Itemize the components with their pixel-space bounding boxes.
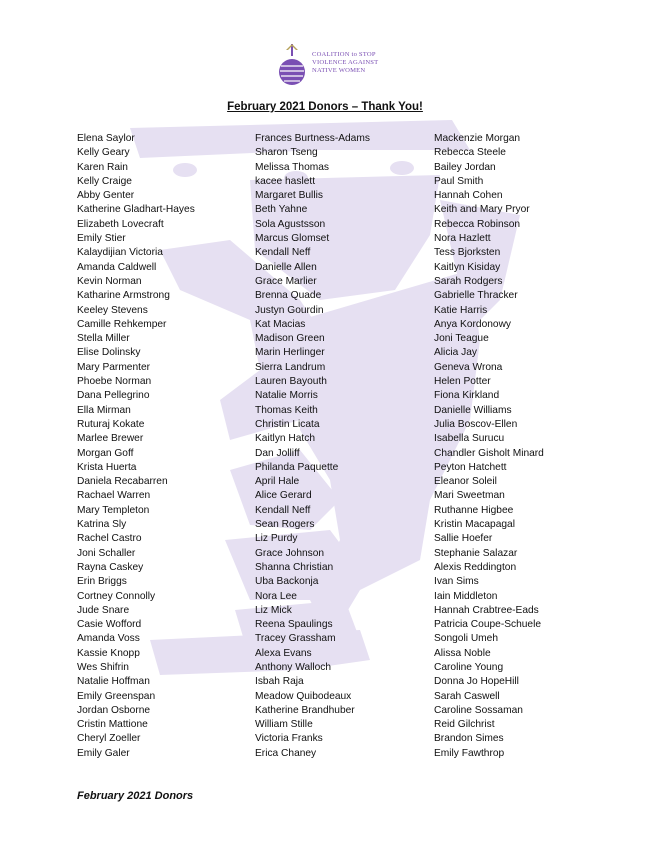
- donor-name: Melissa Thomas: [255, 161, 329, 173]
- donor-name: Kalaydijian Victoria: [77, 247, 163, 259]
- donor-name: Victoria Franks: [255, 733, 323, 745]
- donor-name: Katherine Gladhart-Hayes: [77, 204, 195, 216]
- donor-name: Helen Potter: [434, 376, 491, 388]
- donor-name: Fiona Kirkland: [434, 390, 500, 402]
- donor-name: Katie Harris: [434, 304, 488, 316]
- donor-name: Joni Schaller: [77, 547, 136, 559]
- donor-name: Liz Mick: [255, 604, 292, 616]
- donor-name: Nora Hazlett: [434, 233, 491, 245]
- donor-name: April Hale: [255, 476, 300, 488]
- donor-name: Caroline Young: [434, 661, 504, 673]
- donor-name: Katrina Sly: [77, 519, 127, 531]
- donor-name: kacee haslett: [255, 175, 316, 187]
- donor-name: Kendall Neff: [255, 504, 311, 516]
- donor-name: Natalie Hoffman: [77, 676, 150, 688]
- donor-name: Phoebe Norman: [77, 376, 152, 388]
- donor-name: Meadow Quibodeaux: [255, 690, 352, 702]
- donor-name: Uba Backonja: [255, 576, 319, 588]
- donor-name: Keith and Mary Pryor: [434, 204, 530, 216]
- donor-name: Ruturaj Kokate: [77, 418, 145, 430]
- donor-name: Kelly Geary: [77, 147, 130, 159]
- donor-name: Abby Genter: [77, 190, 135, 202]
- donor-name: Jude Snare: [77, 604, 130, 616]
- donor-name: Cortney Connolly: [77, 590, 156, 602]
- logo-text: [312, 51, 378, 76]
- donor-name: Songoli Umeh: [434, 633, 498, 645]
- donor-name: Emily Fawthrop: [434, 747, 505, 759]
- donor-name: Bailey Jordan: [434, 161, 496, 173]
- donor-name: Marin Herlinger: [255, 347, 325, 359]
- donor-name: Casie Wofford: [77, 619, 142, 631]
- donor-name: Danielle Williams: [434, 404, 512, 416]
- donor-name: Peyton Hatchett: [434, 461, 507, 473]
- donor-column-3: [434, 132, 544, 761]
- donor-name: Sallie Hoefer: [434, 533, 493, 545]
- donor-name: Kristin Macapagal: [434, 519, 515, 531]
- donor-name: Emily Stier: [77, 233, 126, 245]
- donor-name: Reena Spaulings: [255, 619, 333, 631]
- page-footer: February 2021 Donors: [77, 790, 194, 802]
- donor-name: Tracey Grassham: [255, 633, 336, 645]
- donor-name: Sharon Tseng: [255, 147, 318, 159]
- donor-name: Daniela Recabarren: [77, 476, 168, 488]
- donor-name: Beth Yahne: [255, 204, 308, 216]
- donor-name: Amanda Caldwell: [77, 261, 157, 273]
- donor-name: Morgan Goff: [77, 447, 134, 459]
- donor-column-1: [77, 132, 195, 761]
- donor-name: Grace Johnson: [255, 547, 325, 559]
- donor-name: Geneva Wrona: [434, 361, 503, 373]
- donor-name: Ivan Sims: [434, 576, 479, 588]
- donor-name: Erin Briggs: [77, 576, 127, 588]
- coalition-logo: [276, 42, 406, 90]
- donor-name: Sarah Rodgers: [434, 275, 503, 287]
- donor-name: Elise Dolinsky: [77, 347, 141, 359]
- donor-name: Paul Smith: [434, 175, 484, 187]
- donor-name: Margaret Bullis: [255, 190, 323, 202]
- donor-name: Thomas Keith: [255, 404, 318, 416]
- logo-line: NATIVE WOMEN: [312, 67, 366, 75]
- logo-line: VIOLENCE AGAINST: [312, 59, 379, 67]
- donor-name: Emily Galer: [77, 747, 130, 759]
- donor-name: Liz Purdy: [255, 533, 298, 545]
- donor-name: Alissa Noble: [434, 647, 491, 659]
- donor-name: Danielle Allen: [255, 261, 317, 273]
- donor-name: Nora Lee: [255, 590, 297, 602]
- donor-name: Dana Pellegrino: [77, 390, 150, 402]
- donor-name: Gabrielle Thracker: [434, 290, 518, 302]
- donor-name: Dan Jolliff: [255, 447, 300, 459]
- donor-name: Mari Sweetman: [434, 490, 505, 502]
- donor-name: Rayna Caskey: [77, 561, 144, 573]
- donor-name: Brandon Simes: [434, 733, 504, 745]
- donor-name: Sarah Caswell: [434, 690, 500, 702]
- donor-name: Keeley Stevens: [77, 304, 148, 316]
- logo-line: COALITION to STOP: [312, 51, 376, 58]
- donor-name: Reid Gilchrist: [434, 719, 495, 731]
- donor-name: Caroline Sossaman: [434, 704, 523, 716]
- donor-name: William Stille: [255, 719, 313, 731]
- donor-name: Joni Teague: [434, 333, 489, 345]
- donor-name: Wes Shifrin: [77, 661, 129, 673]
- donor-name: Isbah Raja: [255, 676, 304, 688]
- donor-name: Anthony Walloch: [255, 661, 332, 673]
- donor-name: Christin Licata: [255, 418, 320, 430]
- donor-name: Kevin Norman: [77, 275, 142, 287]
- donor-name: Rebecca Steele: [434, 147, 506, 159]
- donor-name: Brenna Quade: [255, 290, 322, 302]
- donor-name: Eleanor Soleil: [434, 476, 497, 488]
- donor-name: Karen Rain: [77, 161, 128, 173]
- donor-name: Rachael Warren: [77, 490, 151, 502]
- donor-name: Julia Boscov-Ellen: [434, 418, 518, 430]
- donor-name: Camille Rehkemper: [77, 318, 167, 330]
- donor-name: Chandler Gisholt Minard: [434, 447, 544, 459]
- donor-name: Rachel Castro: [77, 533, 142, 545]
- donor-name: Hannah Crabtree-Eads: [434, 604, 539, 616]
- donor-name: Marlee Brewer: [77, 433, 144, 445]
- donor-name: Kendall Neff: [255, 247, 311, 259]
- donor-name: Madison Green: [255, 333, 325, 345]
- donor-name: Elena Saylor: [77, 133, 135, 144]
- donor-name: Erica Chaney: [255, 747, 317, 759]
- donor-name: Alexa Evans: [255, 647, 312, 659]
- page-title: February 2021 Donors – Thank You!: [227, 101, 423, 113]
- donor-name: Grace Marlier: [255, 275, 317, 287]
- donor-name: Mary Templeton: [77, 504, 150, 516]
- donor-name: Ruthanne Higbee: [434, 504, 514, 516]
- donor-name: Mary Parmenter: [77, 361, 151, 373]
- donor-name: Jordan Osborne: [77, 704, 151, 716]
- donor-name: Kat Macias: [255, 318, 306, 330]
- donor-name: Alicia Jay: [434, 347, 478, 359]
- donor-name: Cheryl Zoeller: [77, 733, 141, 745]
- donor-name: Ella Mirman: [77, 404, 131, 416]
- coalition-logo-icon: [276, 42, 308, 90]
- donor-name: Sola Agustsson: [255, 218, 326, 230]
- donor-name: Kaitlyn Kisiday: [434, 261, 501, 273]
- donor-name: Alice Gerard: [255, 490, 312, 502]
- donor-name: Kassie Knopp: [77, 647, 140, 659]
- donor-name: Elizabeth Lovecraft: [77, 218, 164, 230]
- donor-name: Tess Bjorksten: [434, 247, 501, 259]
- donor-name: Frances Burtness-Adams: [255, 133, 370, 144]
- donor-name: Shanna Christian: [255, 561, 334, 573]
- donor-name: Krista Huerta: [77, 461, 137, 473]
- donor-name: Rebecca Robinson: [434, 218, 521, 230]
- donor-name: Lauren Bayouth: [255, 376, 327, 388]
- donor-name: Hannah Cohen: [434, 190, 503, 202]
- donor-name: Sean Rogers: [255, 519, 315, 531]
- donor-name: Justyn Gourdin: [255, 304, 324, 316]
- donor-name: Stella Miller: [77, 333, 130, 345]
- donor-name: Marcus Glomset: [255, 233, 330, 245]
- donor-name: Stephanie Salazar: [434, 547, 518, 559]
- donor-name: Patricia Coupe-Schuele: [434, 619, 542, 631]
- donor-name: Donna Jo HopeHill: [434, 676, 519, 688]
- donor-name: Katherine Brandhuber: [255, 704, 355, 716]
- donor-name: Cristin Mattione: [77, 719, 148, 731]
- donor-name: Philanda Paquette: [255, 461, 339, 473]
- donor-name: Sierra Landrum: [255, 361, 326, 373]
- donor-column-2: [255, 132, 370, 761]
- donor-name: Kaitlyn Hatch: [255, 433, 316, 445]
- donor-name: Katharine Armstrong: [77, 290, 170, 302]
- donor-name: Iain Middleton: [434, 590, 498, 602]
- donor-name: Kelly Craige: [77, 175, 132, 187]
- donor-name: Amanda Voss: [77, 633, 140, 645]
- donor-name: Natalie Morris: [255, 390, 318, 402]
- donor-name: Alexis Reddington: [434, 561, 517, 573]
- donor-name: Isabella Surucu: [434, 433, 505, 445]
- donor-name: Emily Greenspan: [77, 690, 156, 702]
- donor-name: Mackenzie Morgan: [434, 133, 521, 144]
- donor-name: Anya Kordonowy: [434, 318, 512, 330]
